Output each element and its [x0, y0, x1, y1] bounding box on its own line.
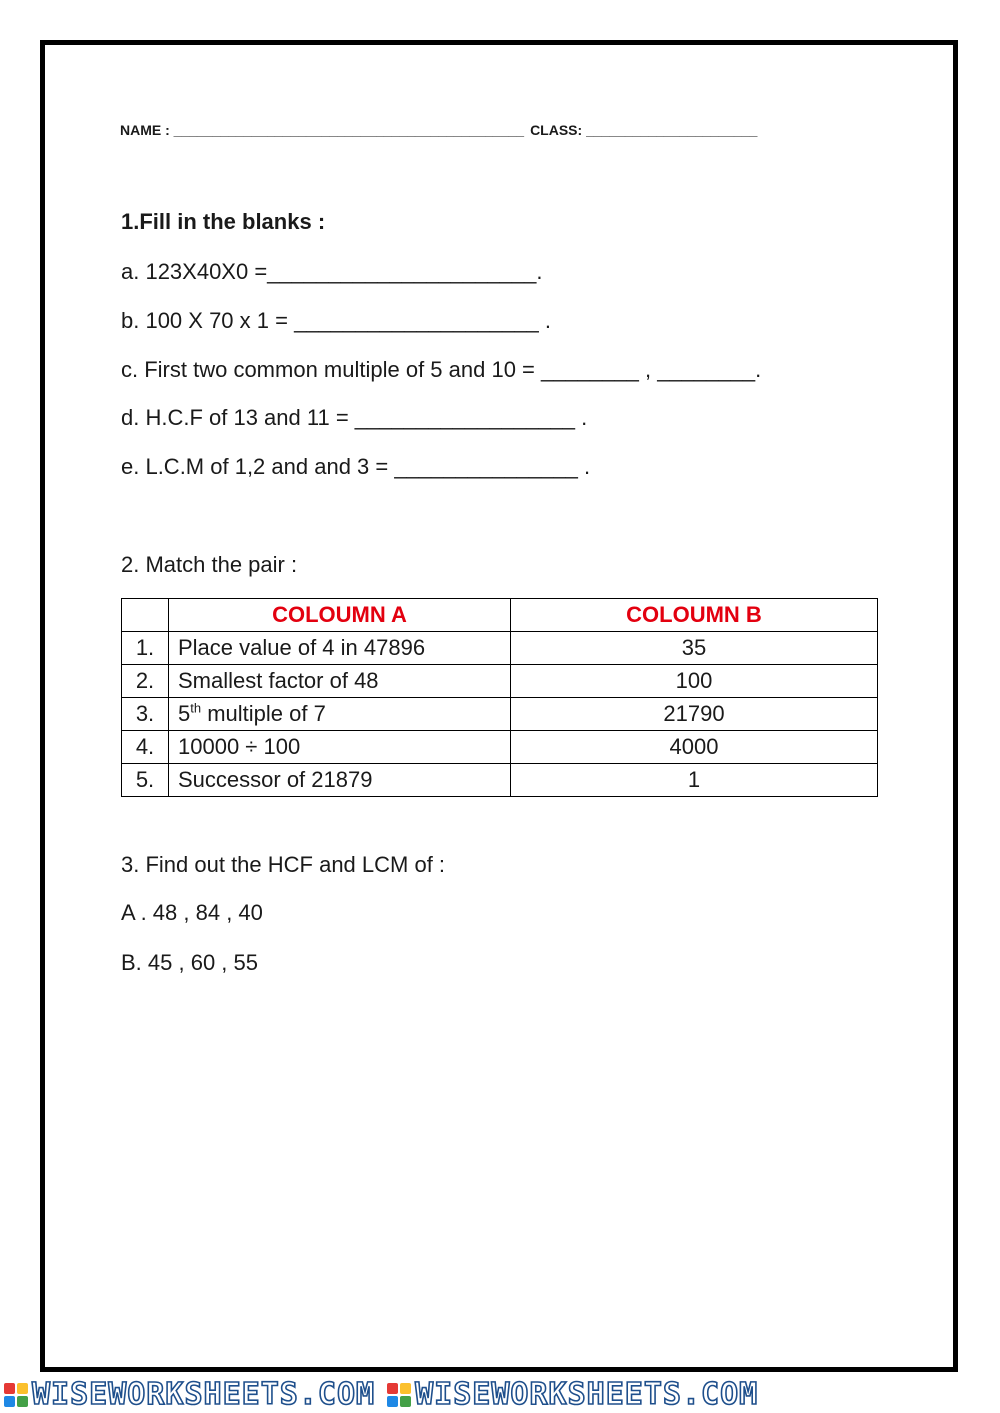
row-number: 2.	[122, 665, 169, 698]
q1-title: 1.Fill in the blanks :	[121, 209, 326, 234]
column-a-cell	[169, 698, 511, 731]
ordinal-suffix: th	[190, 700, 202, 716]
row-number: 3.	[122, 698, 169, 731]
logo-square	[387, 1383, 398, 1394]
brand-logo	[0, 1376, 375, 1413]
match-header-row	[122, 599, 878, 632]
column-a-cell: Successor of 21879	[169, 764, 511, 797]
footer-banner	[0, 1376, 1000, 1413]
logo-square	[17, 1383, 28, 1394]
match-row	[122, 632, 878, 665]
match-row	[122, 764, 878, 797]
logo-square	[387, 1396, 398, 1407]
q1-item-d: d. H.C.F of 13 and 11 = __________________ .	[121, 405, 588, 430]
column-b-cell: 35	[511, 632, 878, 665]
row-number: 5.	[122, 764, 169, 797]
column-a-cell: Place value of 4 in 47896	[169, 632, 511, 665]
name-class-row	[120, 122, 757, 138]
logo-square	[4, 1383, 15, 1394]
q3-item-a: A . 48 , 84 , 40	[121, 900, 263, 925]
match-row	[122, 698, 878, 731]
row-number: 4.	[122, 731, 169, 764]
ordinal-number: 5	[178, 701, 191, 726]
brand-wordmark: WISEWORKSHEETS.COM	[415, 1377, 759, 1412]
column-a-text: multiple of 7	[201, 701, 326, 726]
brand-wordmark: WISEWORKSHEETS.COM	[32, 1377, 376, 1412]
logo-square	[4, 1396, 15, 1407]
class-label: CLASS:	[530, 122, 587, 138]
q1-item-c: c. First two common multiple of 5 and 10 = ________ , ________.	[121, 357, 762, 382]
q2-title: 2. Match the pair :	[121, 552, 298, 577]
column-b-cell: 1	[511, 764, 878, 797]
match-row	[122, 665, 878, 698]
logo-square	[400, 1396, 411, 1407]
column-a-cell: Smallest factor of 48	[169, 665, 511, 698]
q1-item-e: e. L.C.M of 1,2 and and 3 = _______________ .	[121, 454, 591, 479]
match-row	[122, 731, 878, 764]
header-column-a: COLOUMN A	[169, 599, 511, 632]
class-blank: ______________________	[586, 122, 758, 138]
q1-item-b: b. 100 X 70 x 1 = ____________________ .	[121, 308, 551, 333]
logo-icon	[4, 1383, 28, 1407]
header-num	[122, 599, 169, 632]
name-blank: _____________________________________________	[173, 122, 525, 138]
q1-item-a: a. 123X40X0 =______________________.	[121, 259, 543, 284]
column-a-cell: 10000 ÷ 100	[169, 731, 511, 764]
q3-item-b: B. 45 , 60 , 55	[121, 950, 258, 975]
column-b-cell: 21790	[511, 698, 878, 731]
brand-logo	[383, 1376, 758, 1413]
header-column-b: COLOUMN B	[511, 599, 878, 632]
name-label: NAME :	[120, 122, 174, 138]
row-number: 1.	[122, 632, 169, 665]
logo-square	[17, 1396, 28, 1407]
column-b-cell: 4000	[511, 731, 878, 764]
logo-icon	[387, 1383, 411, 1407]
match-table	[121, 598, 878, 797]
logo-square	[400, 1383, 411, 1394]
q3-title: 3. Find out the HCF and LCM of :	[121, 852, 446, 877]
column-b-cell: 100	[511, 665, 878, 698]
